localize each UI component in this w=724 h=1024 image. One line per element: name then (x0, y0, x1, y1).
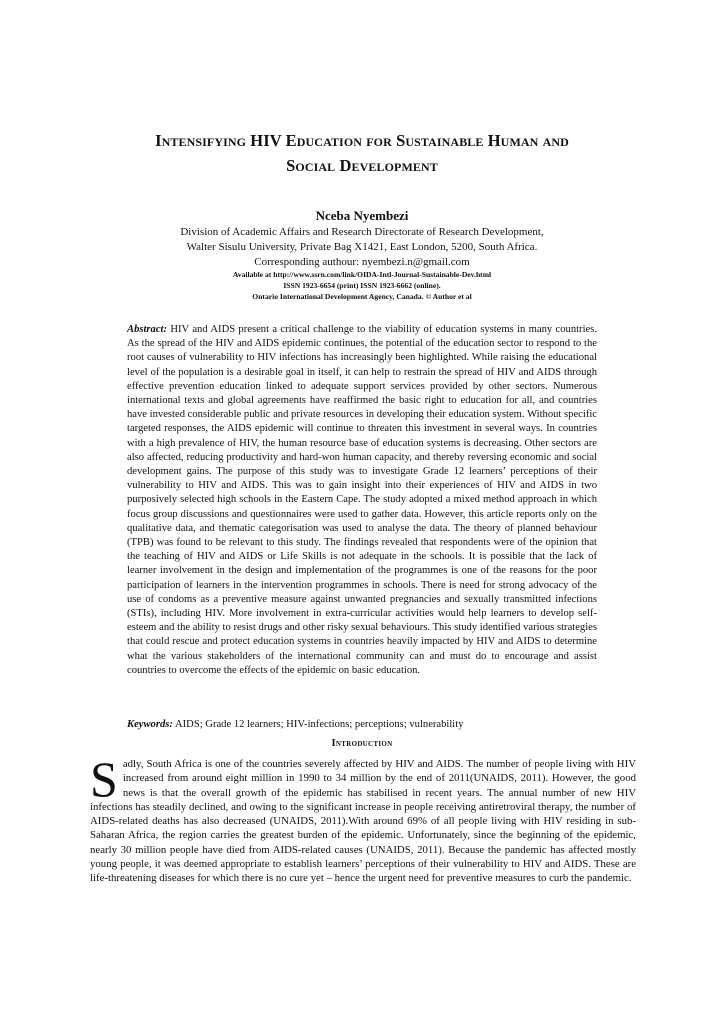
paper-title-line-2: Social Development (286, 156, 438, 175)
availability-line-1: Available at http://www.ssrn.com/link/OIDA-Intl-Journal-Sustainable-Dev.html (232, 270, 492, 279)
paper-title-line-1: Intensifying HIV Education for Sustainable Human and (155, 131, 569, 150)
author-name: Nceba Nyembezi (315, 208, 409, 223)
affiliation-line-3: Corresponding authour: nyembezi.n@gmail.com (254, 256, 470, 268)
affiliation-line-1: Division of Academic Affairs and Research Directorate of Research Development, (180, 226, 544, 238)
availability-line-2: ISSN 1923-6654 (print) ISSN 1923-6662 (online). (283, 281, 441, 290)
availability-info (120, 269, 604, 302)
author-affiliation (110, 225, 614, 270)
keywords (127, 718, 597, 732)
abstract (127, 323, 597, 678)
keywords-label: Keywords: (127, 719, 173, 730)
abstract-label: Abstract: (127, 324, 168, 335)
abstract-text: HIV and AIDS present a critical challenge to the viability of education systems in many countries. As the spread of the HIV and AIDS epidemic continues, the potential of the education sector to respond to the root causes of vulnerability to HIV infections has increasingly been highlighted. While raising the educational level of the population is a desirable goal in itself, it can help to restrain the spread of HIV and AIDS through effective prevention education linked to adequate support services provided by other sectors. Numerous international texts and global agreements have reaffirmed the basic right to education for all, and countries have invested considerable public and private resources in developing their education system. Without specific targeted responses, the AIDS epidemic will continue to threaten this investment in several ways. In countries with a high prevalence of HIV, the human resource base of education systems is decreasing. Other sectors are also affected, reducing productivity and hard-won human capacity, and thereby reversing economic and social development gains. The purpose of this study was to investigate Grade 12 learners’ perceptions of their vulnerability to HIV and AIDS. This was to gain insight into their experiences of HIV and AIDS in two purposively selected high schools in the Eastern Cape. The study adopted a mixed method approach in which focus group discussions and questionnaires were used to gather data. However, this article reports only on the qualitative data, and thematic categorisation was used to analyse the data. The theory of planned behaviour (TPB) was found to be relevant to this study. The findings revealed that respondents were of the opinion that the teaching of HIV and AIDS or Life Skills is not adequate in the schools. It is possible that the lack of learner involvement in the design and implementation of the programmes is one of the reasons for the poor participation of learners in the intervention programmes in schools. There is need for strong advocacy of the use of condoms as a preventive measure against unwanted pregnancies and sexually transmitted infections (STIs), including HIV. More involvement in extra-curricular activities would help learners to develop self-esteem and the ability to resist drugs and other risky sexual behaviours. This study identified various strategies that could rescue and protect education systems in countries heavily impacted by HIV and AIDS to determine what the various stakeholders of the international community can and must do to encourage and assist countries to overcome the effects of the epidemic on basic education. (127, 324, 597, 676)
introduction-text: adly, South Africa is one of the countries severely affected by HIV and AIDS. The number of people living with HIV increased from around eight million in 1990 to 34 million by the end of 2011(UNAIDS, 2011). However, the good news is that the overall growth of the epidemic has stabilised in recent years. The annual number of new HIV infections has steadily declined, and owing to the significant increase in people receiving antiretroviral therapy, the number of AIDS-related deaths has also decreased (UNAIDS, 2011).With around 69% of all people living with HIV residing in sub-Saharan Africa, the region carries the greatest burden of the epidemic. Unfortunately, since the beginning of the epidemic, nearly 30 million people have died from AIDS-related causes (UNAIDS, 2011). Because the pandemic has affected mostly young people, it was deemed appropriate to establish learners’ perceptions of their vulnerability to HIV and AIDS. These are life-threatening diseases for which there is no cure yet – hence the urgent need for preventive measures to curb the pandemic. (90, 758, 636, 885)
section-heading-introduction: Introduction (331, 738, 393, 749)
paper-title (80, 128, 644, 178)
keywords-text: AIDS; Grade 12 learners; HIV-infections; perceptions; vulnerability (174, 719, 464, 730)
availability-line-3: Ontario International Development Agency, Canada. © Author et al (252, 292, 472, 301)
drop-cap: S (90, 751, 118, 807)
affiliation-line-2: Walter Sisulu University, Private Bag X1421, East London, 5200, South Africa. (186, 241, 538, 253)
introduction-paragraph (90, 751, 636, 886)
